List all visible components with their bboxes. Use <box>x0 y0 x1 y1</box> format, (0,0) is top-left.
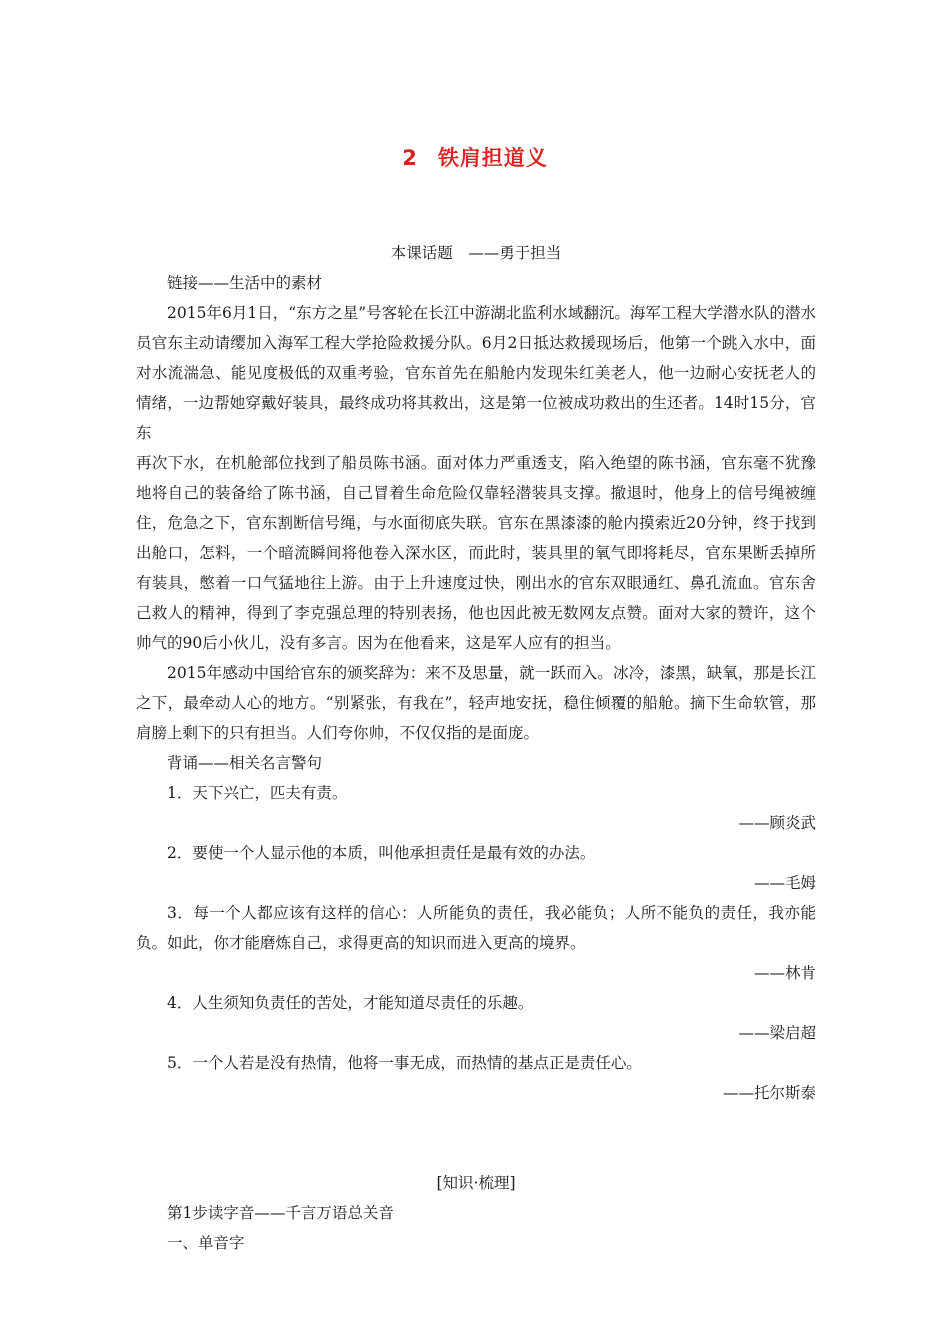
link-heading: 链接——生活中的素材 <box>167 274 323 292</box>
quote-4-author: ——梁启超 <box>738 1024 816 1042</box>
knowledge-heading: [知识·梳理] <box>436 1174 516 1192</box>
section-spacer <box>136 1108 816 1168</box>
quote-3-author: ——林肯 <box>753 964 816 982</box>
lesson-title: 铁肩担道义 <box>437 146 548 170</box>
quote-5-author: ——托尔斯泰 <box>722 1084 816 1102</box>
quotes-heading: 背诵——相关名言警句 <box>167 754 323 772</box>
topic-heading: 本课话题 ——勇于担当 <box>390 244 562 262</box>
quote-2: 2．要使一个人显示他的本质，叫他承担责任是最有效的办法。 <box>167 844 596 862</box>
story-paragraph-2: 2015年感动中国给官东的颁奖辞为：来不及思量，就一跃而入。冰冷，漆黑，缺氧，那是长江之下，最牵动人心的地方。“别紧张，有我在”，轻声地安抚，稳住倾覆的船舱。摘下生命软管，那肩膀上剩下的只有担当。人们夸你帅，不仅仅指的是面庞。 <box>136 664 816 742</box>
quote-5: 5．一个人若是没有热情，他将一事无成，而热情的基点正是责任心。 <box>167 1054 642 1072</box>
story-paragraph-1-continued: 再次下水，在机舱部位找到了船员陈书涵。面对体力严重透支，陷入绝望的陈书涵，官东毫不犹豫地将自己的装备给了陈书涵，自己冒着生命危险仅靠轻潜装具支撑。撤退时，他身上的信号绳被缠住，危急之下，官东割断信号绳，与水面彻底失联。官东在黑漆漆的舱内摸索近20分钟，终于找到出舱口，怎料，一个暗流瞬间将他卷入深水区，而此时，装具里的氧气即将耗尽，官东果断丢掉所有装具，憋着一口气猛地往上游。由于上升速度过快，刚出水的官东双眼通红、鼻孔流血。官东舍己救人的精神，得到了李克强总理的特别表扬，他也因此被无数网友点赞。面对大家的赞许，这个帅气的90后小伙儿，没有多言。因为在他看来，这是军人应有的担当。 <box>136 454 816 652</box>
story-paragraph-1: 2015年6月1日，“东方之星”号客轮在长江中游湖北监利水域翻沉。海军工程大学潜水队的潜水员官东主动请缨加入海军工程大学抢险救援分队。6月2日抵达救援现场后，他第一个跳入水中，面对水流湍急、能见度极低的双重考验，官东首先在船舱内发现朱红美老人，他一边耐心安抚老人的情绪，一边帮她穿戴好装具，最终成功将其救出，这是第一位被成功救出的生还者。14时15分，官东 <box>136 304 816 442</box>
step1-heading: 第1步读字音——千言万语总关音 <box>167 1204 394 1222</box>
page-title <box>0 142 950 172</box>
quote-1-author: ——顾炎武 <box>738 814 816 832</box>
section1-heading: 一、单音字 <box>167 1234 245 1252</box>
document-body <box>136 238 816 1258</box>
quote-1: 1．天下兴亡，匹夫有责。 <box>167 784 348 802</box>
lesson-number: 2 <box>402 146 418 170</box>
quote-3: 3．每一个人都应该有这样的信心：人所能负的责任，我必能负；人所不能负的责任，我亦能负。如此，你才能磨炼自己，求得更高的知识而进入更高的境界。 <box>136 904 816 952</box>
quote-2-author: ——毛姆 <box>753 874 816 892</box>
quote-4: 4．人生须知负责任的苦处，才能知道尽责任的乐趣。 <box>167 994 534 1012</box>
